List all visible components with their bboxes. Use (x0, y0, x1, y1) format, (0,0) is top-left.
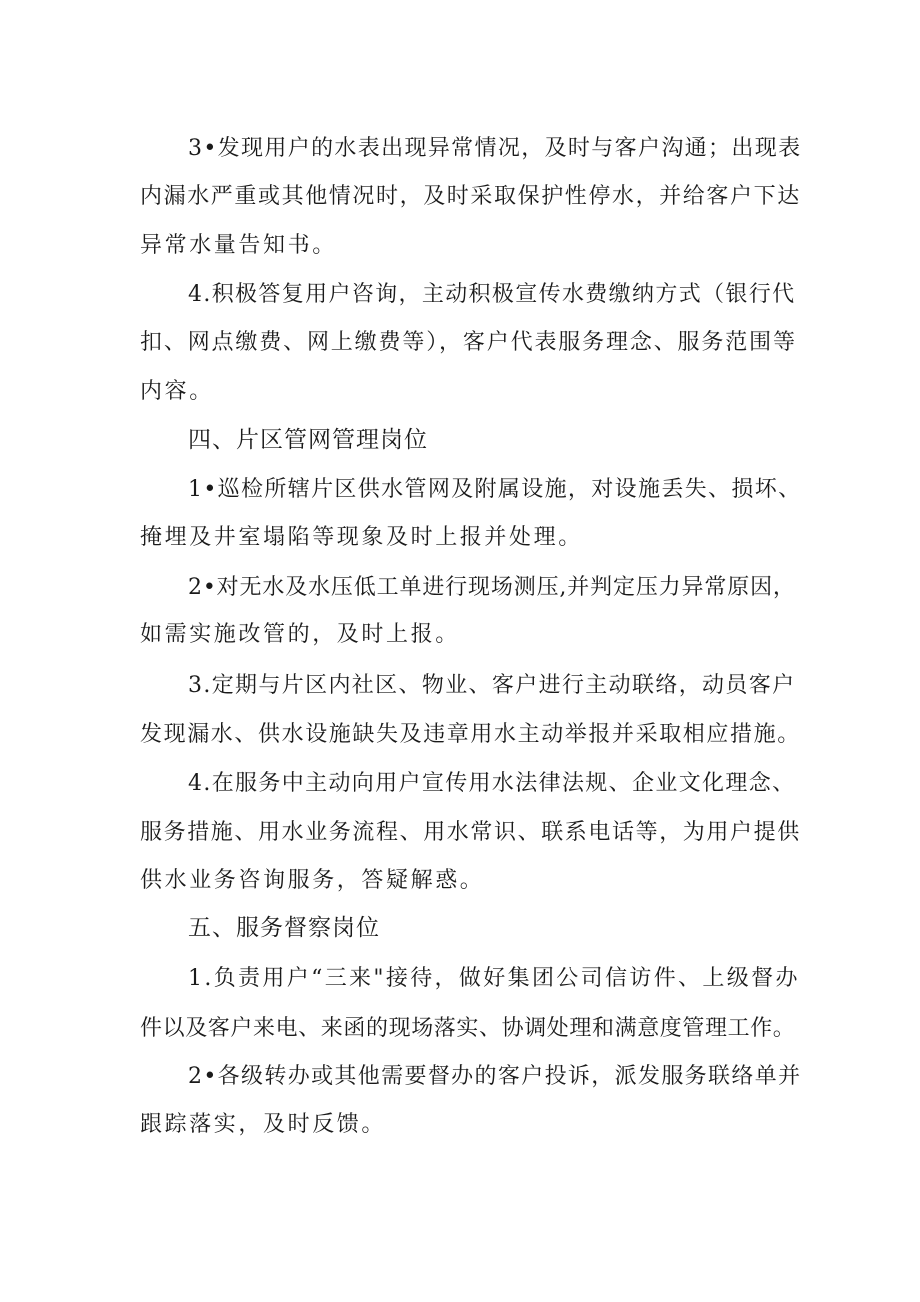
section5-item-1-line-1: 1.负责用户“三来"接待，做好集团公司信访件、上级督办 (188, 966, 800, 991)
section-heading-5: 五、服务督察岗位 (188, 915, 380, 941)
section5-item-1-line-2: 件以及客户来电、来函的现场落实、协调处理和满意度管理工作。 (140, 1016, 796, 1041)
section4-item-3-line-1: 3.定期与片区内社区、物业、客户进行主动联络，动员客户 (188, 673, 796, 698)
section4-item-1-line-2: 掩埋及井室塌陷等现象及时上报并处理。 (140, 525, 583, 550)
section4-item-4-line-2: 服务措施、用水业务流程、用水常识、联系电话等，为用户提供 (140, 820, 801, 845)
section-heading-4: 四、片区管网管理岗位 (188, 427, 428, 453)
section4-item-2-line-2: 如需实施改管的，及时上报。 (140, 622, 460, 647)
paragraph-4-line-2: 扣、网点缴费、网上缴费等），客户代表服务理念、服务范围等 (140, 330, 797, 355)
section4-item-3-line-2: 发现漏水、供水设施缺失及违章用水主动举报并采取相应措施。 (140, 722, 801, 747)
paragraph-3-line-2: 内漏水严重或其他情况时，及时采取保护性停水，并给客户下达 (140, 184, 801, 209)
section5-item-2-line-2: 跟踪落实，及时反馈。 (140, 1112, 387, 1137)
section5-item-2-line-1: 2•各级转办或其他需要督办的客户投诉，派发服务联络单并 (188, 1064, 802, 1089)
section4-item-1-line-1: 1•巡检所辖片区供水管网及附属设施，对设施丢失、损坏、 (188, 477, 802, 502)
section4-item-2-line-1: 2•对无水及水压低工单进行现场测压,并判定压力异常原因， (188, 575, 796, 600)
section4-item-4-line-1: 4.在服务中主动向用户宣传用水法律法规、企业文化理念、 (188, 771, 796, 796)
paragraph-3-line-1: 3•发现用户的水表出现异常情况，及时与客户沟通；出现表 (188, 136, 802, 161)
section4-item-4-line-3: 供水业务咨询服务，答疑解惑。 (140, 868, 485, 893)
paragraph-4-line-3: 内容。 (140, 379, 214, 404)
paragraph-3-line-3: 异常水量告知书。 (140, 233, 337, 258)
paragraph-4-line-1: 4.积极答复用户咨询，主动积极宣传水费缴纳方式（银行代 (188, 282, 796, 307)
